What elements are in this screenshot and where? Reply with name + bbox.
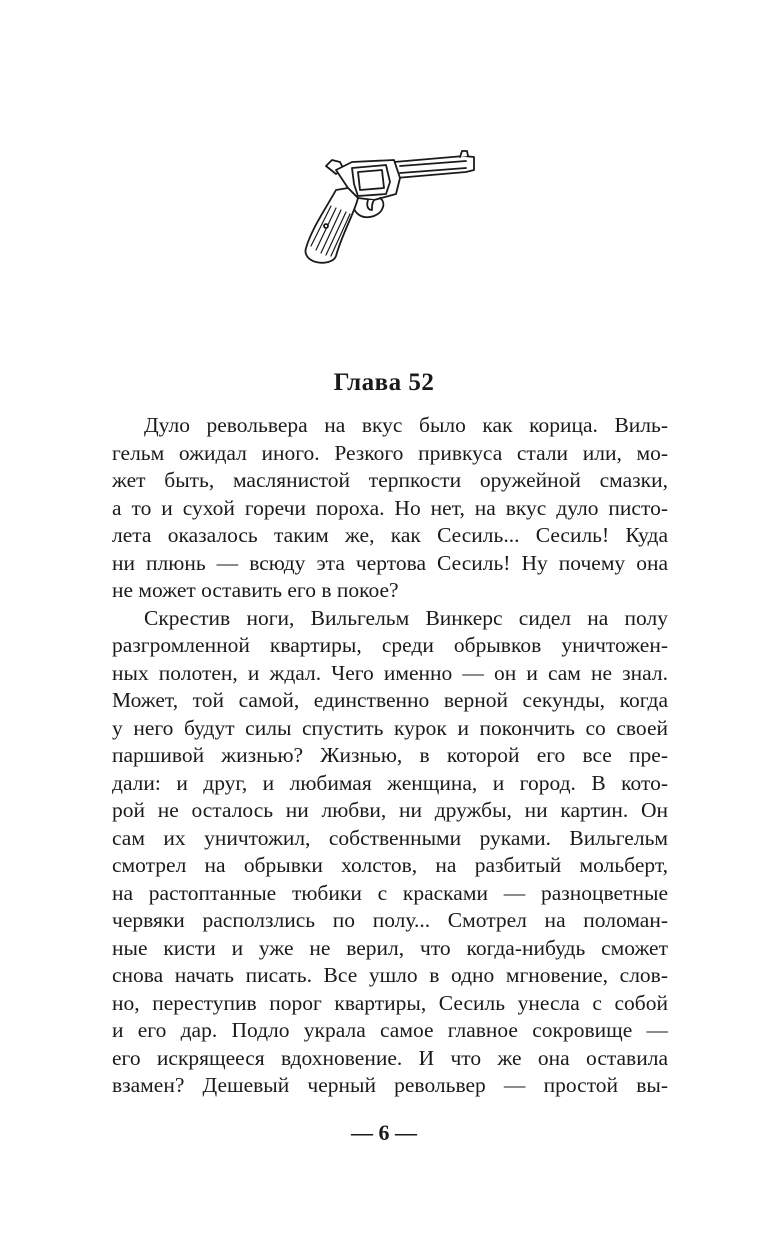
text-line: взамен? Дешевый черный револьвер — простой вы-	[112, 1073, 668, 1097]
chapter-title: Глава 52	[333, 369, 435, 396]
text-line: червяки расползлись по полу... Смотрел на поломан-	[112, 908, 668, 932]
text-line: гельм ожидал иного. Резкого привкуса стали или, мо-	[112, 440, 668, 465]
text-line: на растоптанные тюбики с красками — разноцветные	[112, 880, 668, 905]
text-line: смотрел на обрывки холстов, на разбитый мольберт,	[112, 853, 668, 877]
text-line: Может, той самой, единственно верной секунды, когда	[112, 688, 668, 712]
text-line: и его дар. Подло украла самое главное сокровище —	[112, 1018, 668, 1042]
text-line: снова начать писать. Все ушло в одно мгновение, слов-	[112, 963, 668, 987]
text-line: разгромленной квартиры, среди обрывков уничтожен-	[112, 633, 668, 657]
text-line: его искрящееся вдохновение. И что же она оставила	[112, 1045, 668, 1070]
body-text	[112, 412, 668, 1100]
text-line: у него будут силы спустить курок и покончить со своей	[112, 715, 668, 740]
revolver-icon	[296, 148, 480, 268]
text-line: лета оказалось таким же, как Сесиль... Сесиль! Куда	[112, 523, 668, 547]
text-line: ных полотен, и ждал. Чего именно — он и сам не знал.	[112, 660, 668, 685]
text-line: Дуло револьвера на вкус было как корица. Виль-	[144, 413, 668, 437]
text-line: рой не осталось ни любви, ни дружбы, ни картин. Он	[112, 798, 668, 822]
text-line: паршивой жизнью? Жизнью, в которой его все пре-	[112, 743, 668, 767]
text-line: жет быть, маслянистой терпкости оружейной смазки,	[112, 468, 668, 492]
text-line: а то и сухой горечи пороха. Но нет, на вкус дуло писто-	[112, 495, 668, 520]
page-number: — 6 —	[351, 1120, 417, 1145]
text-line: ные кисти и уже не верил, что когда-нибудь сможет	[112, 935, 668, 960]
text-line: но, переступив порог квартиры, Сесиль унесла с собой	[112, 990, 668, 1015]
text-line: Скрестив ноги, Вильгельм Винкерс сидел на полу	[144, 605, 668, 630]
text-line: сам их уничтожил, собственными руками. Вильгельм	[112, 825, 668, 850]
text-line: ни плюнь — всюду эта чертова Сесиль! Ну почему она	[112, 550, 668, 575]
text-line: не может оставить его в покое?	[112, 578, 399, 602]
text-line: дали: и друг, и любимая женщина, и город. В кото-	[112, 770, 668, 795]
